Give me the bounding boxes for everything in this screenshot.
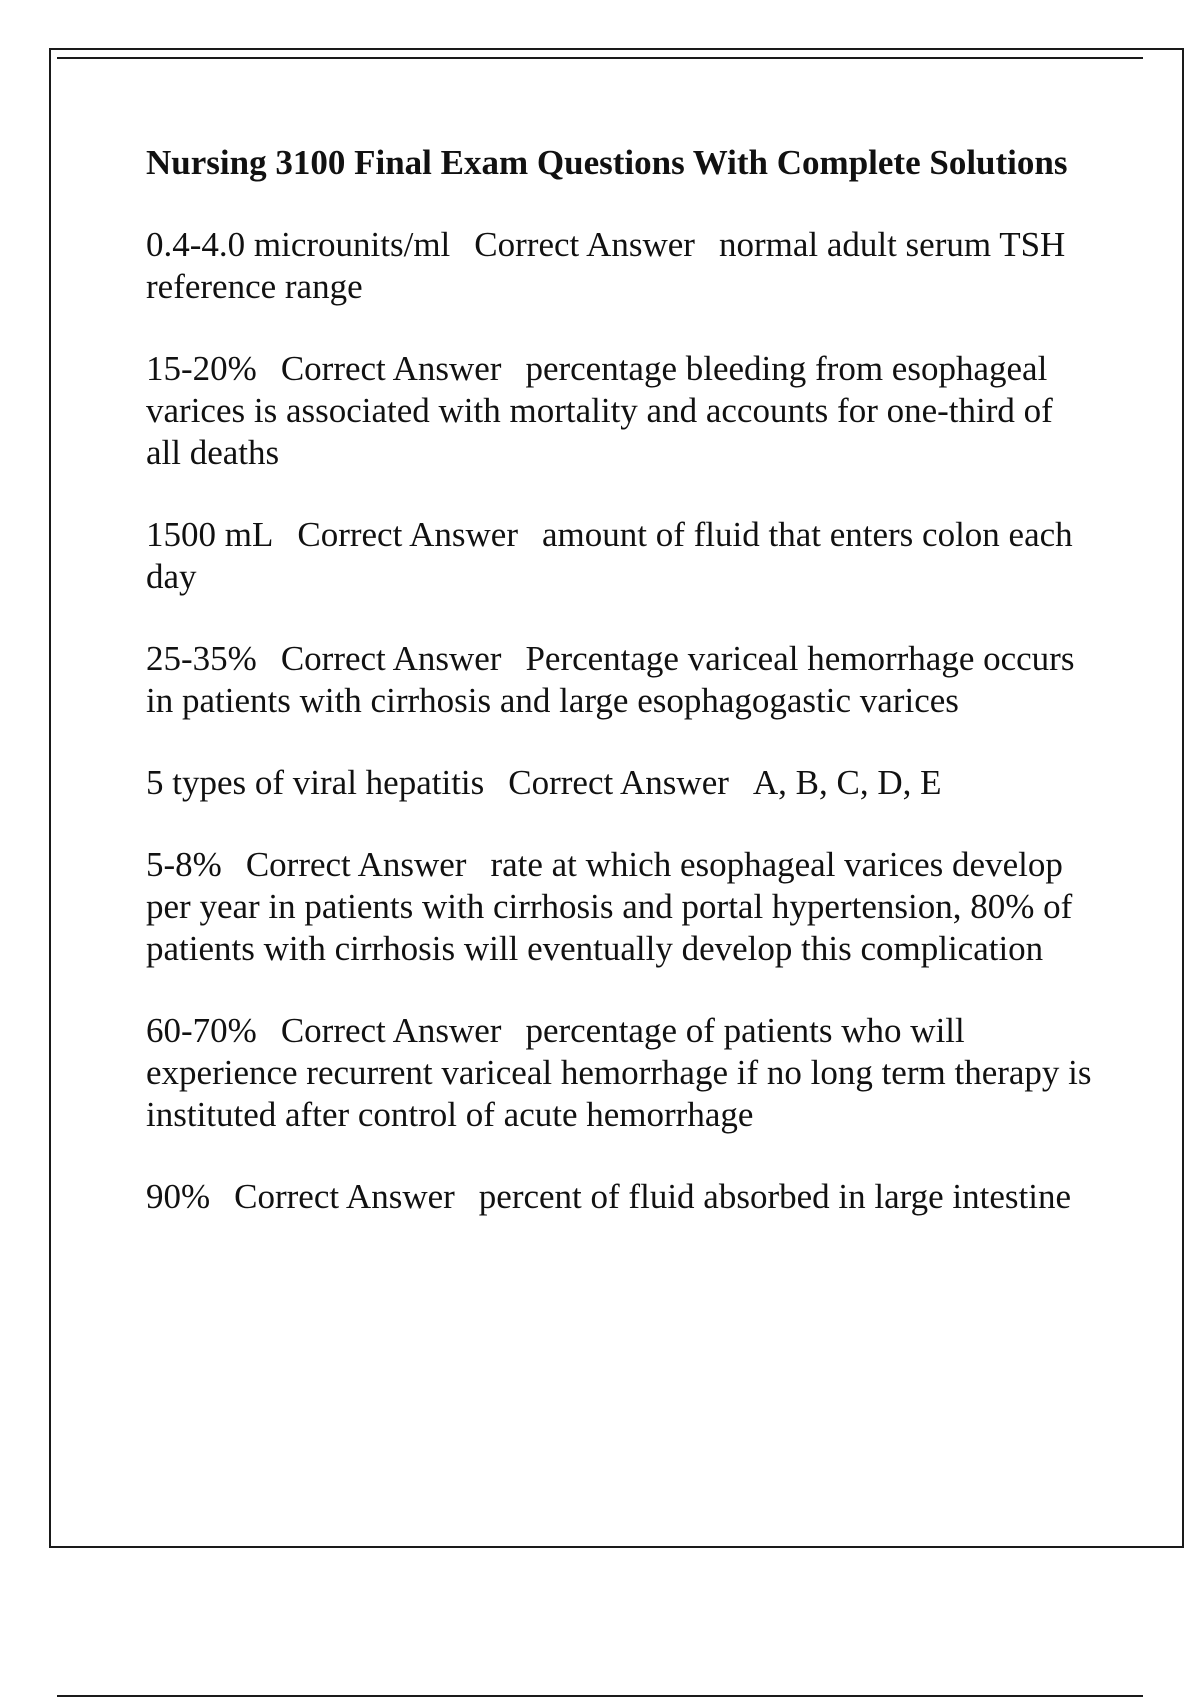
qa-definition: A, B, C, D, E — [752, 763, 942, 802]
document-title: Nursing 3100 Final Exam Questions With Complete Solutions — [146, 143, 1068, 182]
bottom-rule-divider — [57, 1695, 1143, 1697]
qa-definition: percent of fluid absorbed in large intestine — [478, 1177, 1072, 1216]
qa-entry — [146, 1010, 1096, 1136]
top-rule-divider — [57, 57, 1143, 59]
qa-entry — [146, 638, 1096, 722]
qa-label: Correct Answer — [474, 225, 695, 264]
qa-term: 0.4-4.0 microunits/ml — [146, 225, 451, 264]
qa-entry — [146, 762, 1096, 804]
qa-label: Correct Answer — [297, 515, 518, 554]
qa-label: Correct Answer — [245, 845, 467, 884]
qa-entry — [146, 844, 1096, 970]
qa-term: 60-70% — [146, 1011, 257, 1050]
qa-definition: rate at which esophageal varices develop per year in patients with cirrhosis and portal hypertension, 80% of patients with cirrhosis will eventually develop this complication — [146, 845, 1073, 968]
qa-entry — [146, 348, 1096, 474]
qa-term: 25-35% — [146, 639, 257, 678]
document-body — [146, 142, 1096, 1258]
qa-definition: Percentage variceal hemorrhage occurs in patients with cirrhosis and large esophagogastic varices — [146, 639, 1075, 720]
qa-term: 1500 mL — [146, 515, 274, 554]
qa-entry — [146, 514, 1096, 598]
qa-definition: normal adult serum TSH reference range — [146, 225, 1066, 306]
qa-definition: amount of fluid that enters colon each day — [146, 515, 1073, 596]
qa-term: 5-8% — [146, 845, 222, 884]
qa-label: Correct Answer — [234, 1177, 455, 1216]
qa-term: 15-20% — [146, 349, 257, 388]
qa-definition: percentage of patients who will experience recurrent variceal hemorrhage if no long term therapy is instituted after control of acute hemorrhage — [146, 1011, 1092, 1134]
qa-term: 5 types of viral hepatitis — [146, 763, 485, 802]
qa-entry — [146, 224, 1096, 308]
qa-label: Correct Answer — [280, 639, 502, 678]
qa-term: 90% — [146, 1177, 211, 1216]
qa-label: Correct Answer — [280, 1011, 502, 1050]
qa-label: Correct Answer — [280, 349, 502, 388]
qa-definition: percentage bleeding from esophageal varices is associated with mortality and accounts for one-third of all deaths — [146, 349, 1053, 472]
qa-entry — [146, 1176, 1096, 1218]
qa-label: Correct Answer — [508, 763, 729, 802]
